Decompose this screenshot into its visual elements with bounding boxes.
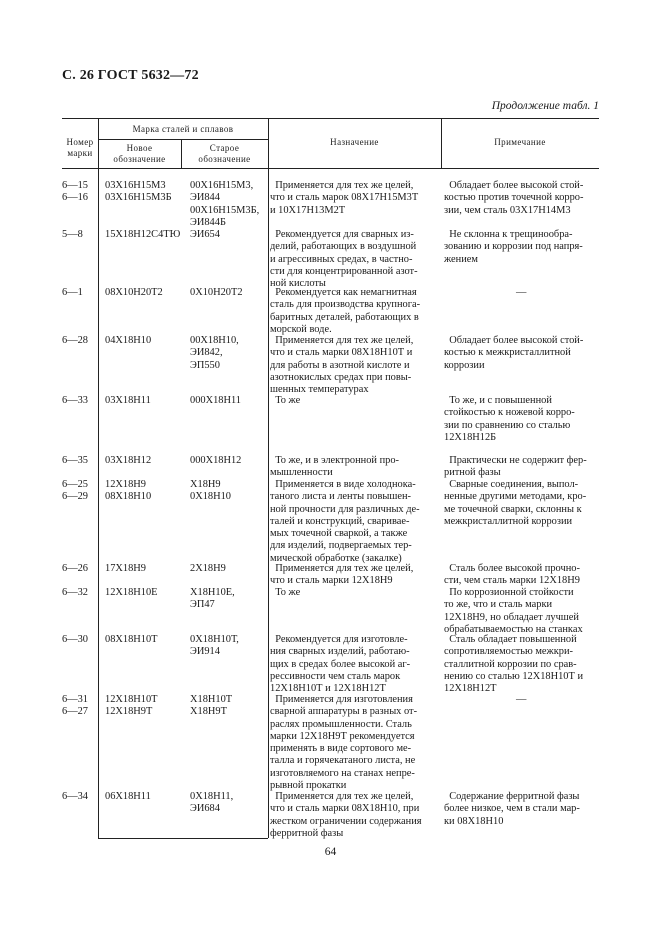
cell-number: 6—25 6—29 — [62, 479, 88, 503]
cell-note: Обладает более высокой стой- костью против точечной корро- зии, чем сталь 03Х17Н14М3 — [444, 180, 584, 216]
cell-old: 0Х18Н11, ЭИ684 — [190, 791, 234, 815]
cell-note: — — [516, 287, 527, 298]
cell-old: 000Х18Н12 — [190, 455, 242, 466]
cell-old: Х18Н10Т Х18Н9Т — [190, 694, 233, 718]
cell-purpose: Рекомендуется для сварных из- делий, работающих в воздушной и агрессивных средах, в частно- сти для концентрированной азот- ной кислоты — [270, 229, 418, 290]
cell-purpose: То же, и в электронной про- мышленности — [270, 455, 399, 479]
cell-new: 15Х18Н12С4ТЮ — [105, 229, 181, 240]
cell-purpose: Применяется для тех же целей, что и сталь марки 12Х18Н9 — [270, 563, 414, 587]
cell-number: 6—1 — [62, 287, 83, 298]
header-new-designation: Новое обозначение — [113, 143, 166, 164]
cell-number: 6—30 — [62, 634, 88, 645]
cell-purpose: Рекомендуется для изготовле- ния сварных изделий, работаю- щих в средах более высокой аг- рессивности чем сталь марок 12Х18Н10Т и 12Х18Н12Т — [270, 634, 411, 695]
cell-old: 2Х18Н9 — [190, 563, 226, 574]
cell-note: Практически не содержит фер- ритной фазы — [444, 455, 587, 479]
cell-new: 12Х18Н9 08Х18Н10 — [105, 479, 152, 503]
cell-old: 0Х18Н10Т, ЭИ914 — [190, 634, 239, 658]
cell-number: 6—26 — [62, 563, 88, 574]
cell-note: Сталь обладает повышенной сопротивляемостью межкри- сталлитной коррозии по срав- нению со сталью 12Х18Н10Т и 12Х18Н12Т — [444, 634, 584, 695]
cell-number: 6—32 — [62, 587, 88, 598]
cell-note: Сварные соединения, выпол- ненные другими методами, кро- ме точечной сварки, склонны к межкристаллитной коррозии — [444, 479, 587, 527]
cell-number: 6—33 — [62, 395, 88, 406]
cell-new: 12Х18Н10Т 12Х18Н9Т — [105, 694, 158, 718]
cell-old: ЭИ654 — [190, 229, 220, 240]
cell-number: 6—28 — [62, 335, 88, 346]
cell-purpose: Применяется для тех же целей, что и сталь марок 08Х17Н15М3Т и 10Х17Н13М2Т — [270, 180, 419, 216]
cell-new: 03Х18Н11 — [105, 395, 151, 406]
header-number: Номер марки — [66, 137, 94, 158]
cell-old: Х18Н10Е, ЭП47 — [190, 587, 235, 611]
cell-number: 6—31 6—27 — [62, 694, 88, 718]
cell-purpose: Применяется для изготовления сварной аппаратуры в разных от- раслях промышленности. Сталь марки 12Х18Н9Т рекомендуется применять в виде сортового ме- талла и горячекатаного листа, не изготовляемого на станах непре- рывной прокатки — [270, 694, 418, 792]
table-col-divider-3 — [268, 118, 269, 838]
cell-new: 03Х18Н12 — [105, 455, 152, 466]
table-top-rule — [62, 118, 599, 119]
page-number: 64 — [324, 846, 337, 858]
cell-number: 6—34 — [62, 791, 88, 802]
cell-note: По коррозионной стойкости то же, что и сталь марки 12Х18Н9, но обладает лучшей обрабатываемостью на станках — [444, 587, 583, 635]
page-header-title: С. 26 ГОСТ 5632—72 — [62, 68, 199, 83]
cell-note: Обладает более высокой стой- костью к межкристаллитной коррозии — [444, 335, 584, 371]
table-header-bottom-rule — [62, 168, 599, 169]
cell-old: 00Х18Н10, ЭИ842, ЭП550 — [190, 335, 239, 371]
header-old-designation: Старое обозначение — [198, 143, 251, 164]
cell-old: 000Х18Н11 — [190, 395, 241, 406]
cell-number: 6—15 6—16 — [62, 180, 88, 204]
cell-note: То же, и с повышенной стойкостью к ножевой корро- зии по сравнению со сталью 12Х18Н12Б — [444, 395, 575, 443]
cell-purpose: То же — [270, 587, 301, 598]
table-subheader-rule — [98, 139, 268, 140]
cell-purpose: Применяется в виде холоднока- таного листа и ленты повышен- ной прочности для различных де- талей и конструкций, сваривае- мых точечной сваркой, а также для изделий, подвергаемых тер- мической обработке (закалке) — [270, 479, 420, 564]
table-col-divider-1 — [98, 118, 99, 838]
cell-new: 03Х16Н15М3 03Х16Н15М3Б — [105, 180, 172, 204]
table-continuation-label: Продолжение табл. 1 — [491, 100, 599, 112]
table-bottom-rule — [98, 838, 268, 839]
cell-purpose: Применяется для тех же целей, что и сталь марки 08Х18Н10, при жестком ограничении содержания ферритной фазы — [270, 791, 422, 839]
header-grade-group: Марка сталей и сплавов — [132, 124, 234, 134]
header-purpose: Назначение — [330, 137, 379, 147]
cell-purpose: Применяется для тех же целей, что и сталь марки 08Х18Н10Т и для работы в азотной кислоте и азотнокислых средах при повы- шенных температурах — [270, 335, 414, 396]
cell-number: 5—8 — [62, 229, 83, 240]
cell-new: 17Х18Н9 — [105, 563, 146, 574]
cell-new: 12Х18Н10Е — [105, 587, 158, 598]
cell-new: 08Х18Н10Т — [105, 634, 158, 645]
cell-number: 6—35 — [62, 455, 88, 466]
cell-note: Не склонна к трещинообра- зованию и коррозии под напря- жением — [444, 229, 583, 265]
cell-new: 06Х18Н11 — [105, 791, 151, 802]
cell-note: Содержание ферритной фазы более низкое, чем в стали мар- ки 08Х18Н10 — [444, 791, 580, 827]
cell-old: Х18Н9 0Х18Н10 — [190, 479, 231, 503]
cell-old: 00Х16Н15М3, ЭИ844 00Х16Н15М3Б, ЭИ844Б — [190, 180, 260, 228]
cell-old: 0Х10Н20Т2 — [190, 287, 243, 298]
cell-note: Сталь более высокой прочно- сти, чем сталь марки 12Х18Н9 — [444, 563, 580, 587]
cell-purpose: То же — [270, 395, 301, 406]
cell-new: 04Х18Н10 — [105, 335, 152, 346]
cell-new: 08Х10Н20Т2 — [105, 287, 163, 298]
header-note: Примечание — [494, 137, 546, 147]
cell-note: — — [516, 694, 527, 705]
cell-purpose: Рекомендуется как немагнитная сталь для производства крупнога- баритных деталей, работающих в морской воде. — [270, 287, 421, 335]
